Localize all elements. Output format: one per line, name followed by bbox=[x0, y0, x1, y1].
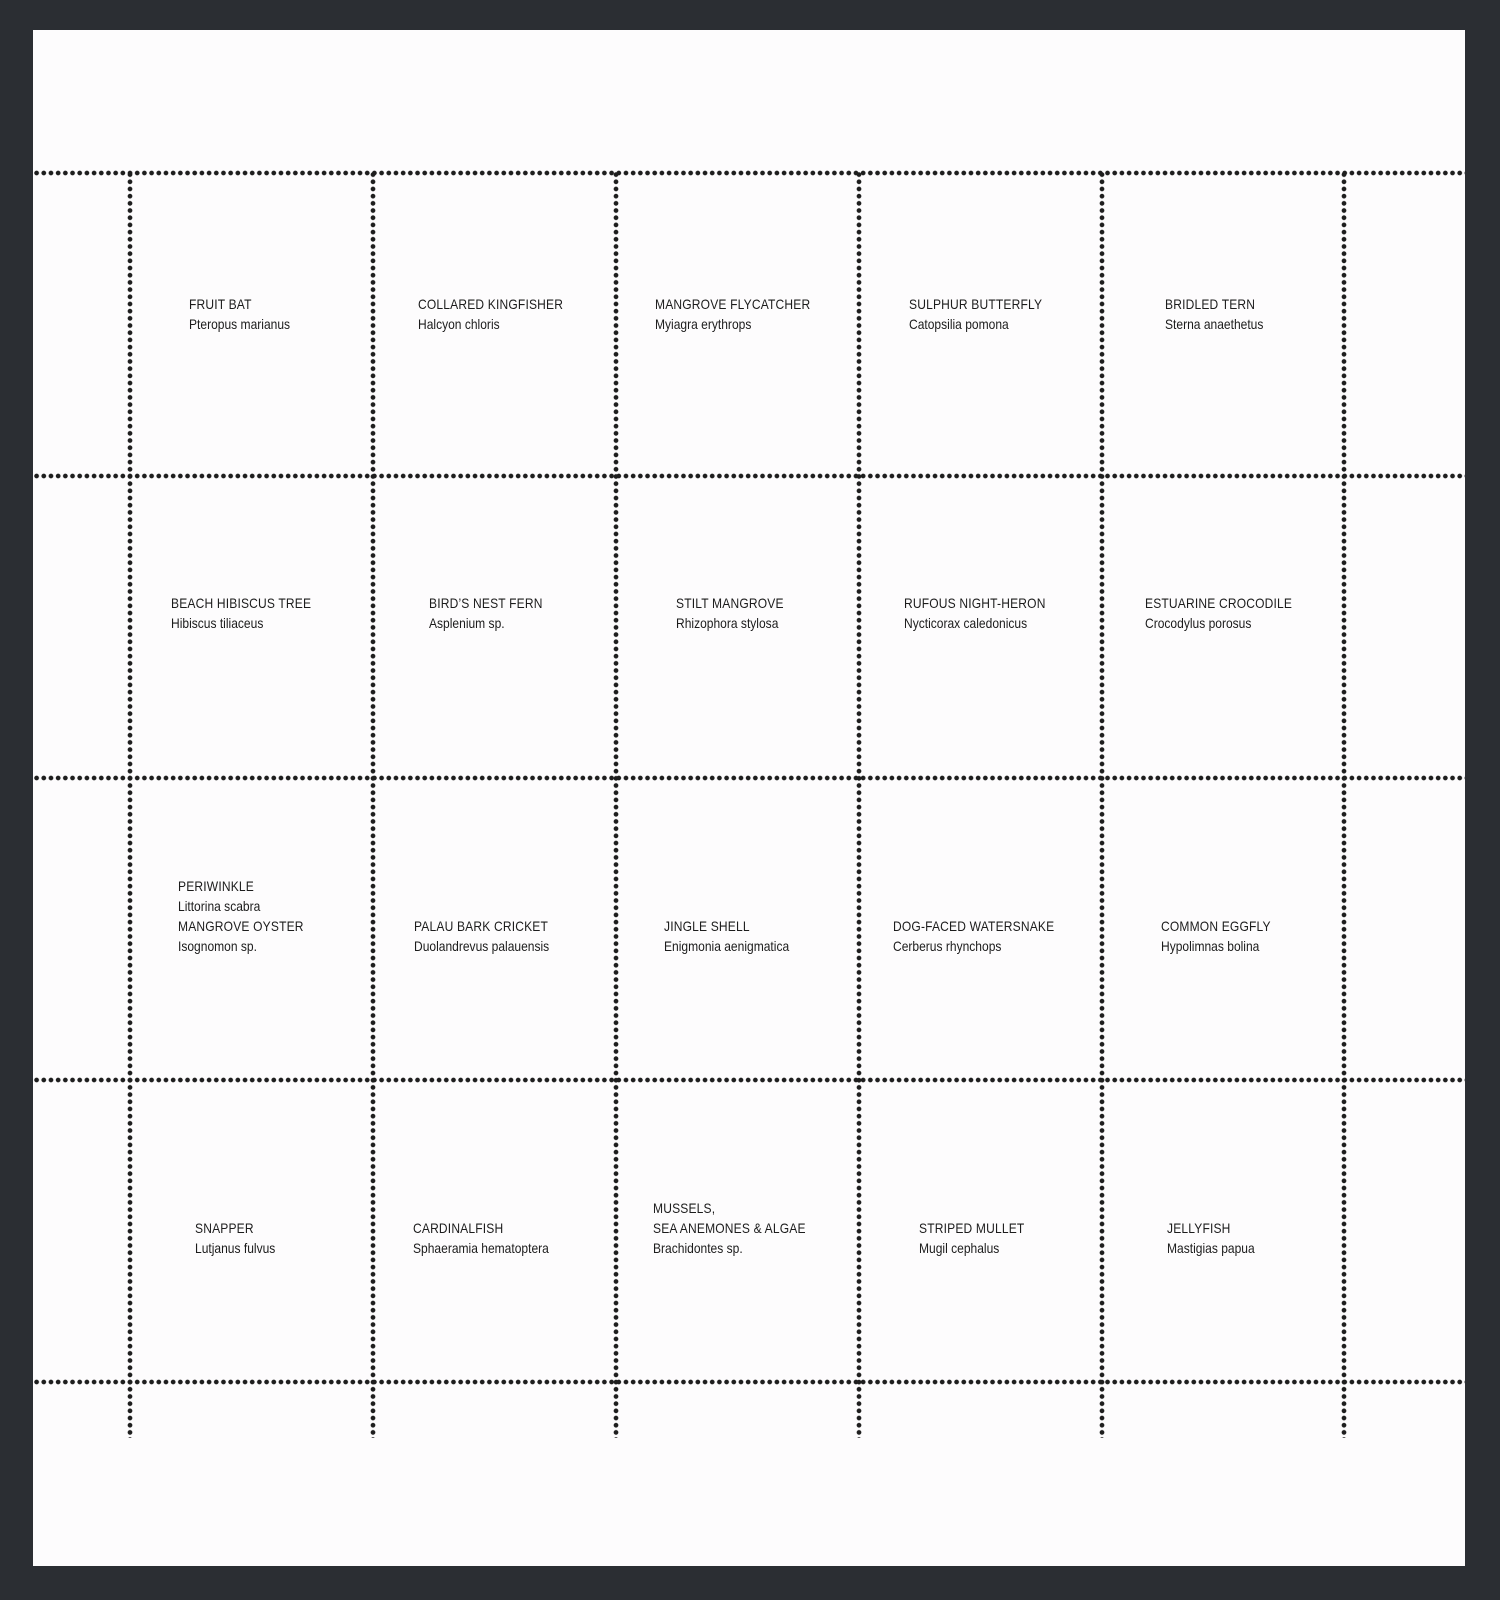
stamp-caption bbox=[676, 593, 801, 633]
stamp-caption bbox=[919, 1218, 1042, 1258]
scientific-name: Hypolimnas bolina bbox=[1161, 938, 1260, 954]
perforation-column bbox=[1340, 171, 1348, 1438]
stamp-caption bbox=[893, 916, 1081, 956]
stamp-caption bbox=[655, 294, 836, 334]
scientific-name: Crocodylus porosus bbox=[1145, 615, 1252, 631]
scientific-name: Catopsilia pomona bbox=[909, 316, 1009, 332]
perforation-row bbox=[33, 169, 1465, 177]
common-name: BRIDLED TERN bbox=[1165, 296, 1256, 312]
stamp-caption bbox=[664, 916, 810, 956]
perforation-column bbox=[126, 171, 134, 1438]
scientific-name: Cerberus rhynchops bbox=[893, 938, 1002, 954]
common-name: RUFOUS NIGHT-HERON bbox=[904, 595, 1046, 611]
perforation-column bbox=[369, 171, 377, 1438]
stamp-caption bbox=[429, 593, 561, 633]
stamp-caption bbox=[653, 1198, 831, 1258]
perforation-row bbox=[33, 1076, 1465, 1084]
stamp-caption bbox=[1167, 1218, 1269, 1258]
perforation-row bbox=[33, 774, 1465, 782]
stamp-caption bbox=[178, 876, 324, 956]
common-name: SEA ANEMONES & ALGAE bbox=[653, 1220, 806, 1236]
common-name: JINGLE SHELL bbox=[664, 918, 750, 934]
perforation-row bbox=[33, 472, 1465, 480]
scientific-name: Pteropus marianus bbox=[189, 316, 291, 332]
stamp-caption bbox=[909, 294, 1064, 334]
scientific-name: Isognomon sp. bbox=[178, 938, 257, 954]
common-name: SULPHUR BUTTERFLY bbox=[909, 296, 1043, 312]
stamp-caption bbox=[1145, 593, 1316, 633]
common-name: COMMON EGGFLY bbox=[1161, 918, 1271, 934]
scientific-name: Mastigias papua bbox=[1167, 1240, 1255, 1256]
perforation-row bbox=[33, 1378, 1465, 1386]
common-name: BEACH HIBISCUS TREE bbox=[171, 595, 312, 611]
stamp-sheet bbox=[33, 30, 1465, 1566]
stamp-caption bbox=[1165, 294, 1279, 334]
common-name: PERIWINKLE bbox=[178, 878, 254, 894]
common-name: BIRD’S NEST FERN bbox=[429, 595, 543, 611]
scientific-name: Halcyon chloris bbox=[418, 316, 500, 332]
scientific-name: Rhizophora stylosa bbox=[676, 615, 779, 631]
scientific-name: Nycticorax caledonicus bbox=[904, 615, 1028, 631]
stamp-caption bbox=[418, 294, 587, 334]
scientific-name: Mugil cephalus bbox=[919, 1240, 1000, 1256]
scientific-name: Littorina scabra bbox=[178, 898, 261, 914]
common-name: MUSSELS, bbox=[653, 1200, 716, 1216]
perforation-column bbox=[612, 171, 620, 1438]
stamp-caption bbox=[189, 294, 307, 334]
common-name: COLLARED KINGFISHER bbox=[418, 296, 564, 312]
scientific-name: Myiagra erythrops bbox=[655, 316, 752, 332]
scientific-name: Duolandrevus palauensis bbox=[414, 938, 550, 954]
common-name: DOG-FACED WATERSNAKE bbox=[893, 918, 1055, 934]
scientific-name: Hibiscus tiliaceus bbox=[171, 615, 264, 631]
common-name: SNAPPER bbox=[195, 1220, 254, 1236]
stamp-caption bbox=[1161, 916, 1289, 956]
common-name: PALAU BARK CRICKET bbox=[414, 918, 549, 934]
stamp-caption bbox=[171, 593, 334, 633]
common-name: MANGROVE FLYCATCHER bbox=[655, 296, 811, 312]
common-name: ESTUARINE CROCODILE bbox=[1145, 595, 1293, 611]
common-name: CARDINALFISH bbox=[413, 1220, 504, 1236]
scientific-name: Lutjanus fulvus bbox=[195, 1240, 276, 1256]
perforation-column bbox=[1098, 171, 1106, 1438]
scientific-name: Sphaeramia hematoptera bbox=[413, 1240, 549, 1256]
common-name: MANGROVE OYSTER bbox=[178, 918, 304, 934]
stamp-caption bbox=[413, 1218, 571, 1258]
common-name: STILT MANGROVE bbox=[676, 595, 784, 611]
stamp-caption bbox=[904, 593, 1069, 633]
perforation-column bbox=[855, 171, 863, 1438]
common-name: FRUIT BAT bbox=[189, 296, 252, 312]
stamp-caption bbox=[414, 916, 571, 956]
common-name: STRIPED MULLET bbox=[919, 1220, 1025, 1236]
scientific-name: Sterna anaethetus bbox=[1165, 316, 1264, 332]
scientific-name: Enigmonia aenigmatica bbox=[664, 938, 790, 954]
scientific-name: Asplenium sp. bbox=[429, 615, 505, 631]
scientific-name: Brachidontes sp. bbox=[653, 1240, 743, 1256]
common-name: JELLYFISH bbox=[1167, 1220, 1231, 1236]
stamp-caption bbox=[195, 1218, 288, 1258]
